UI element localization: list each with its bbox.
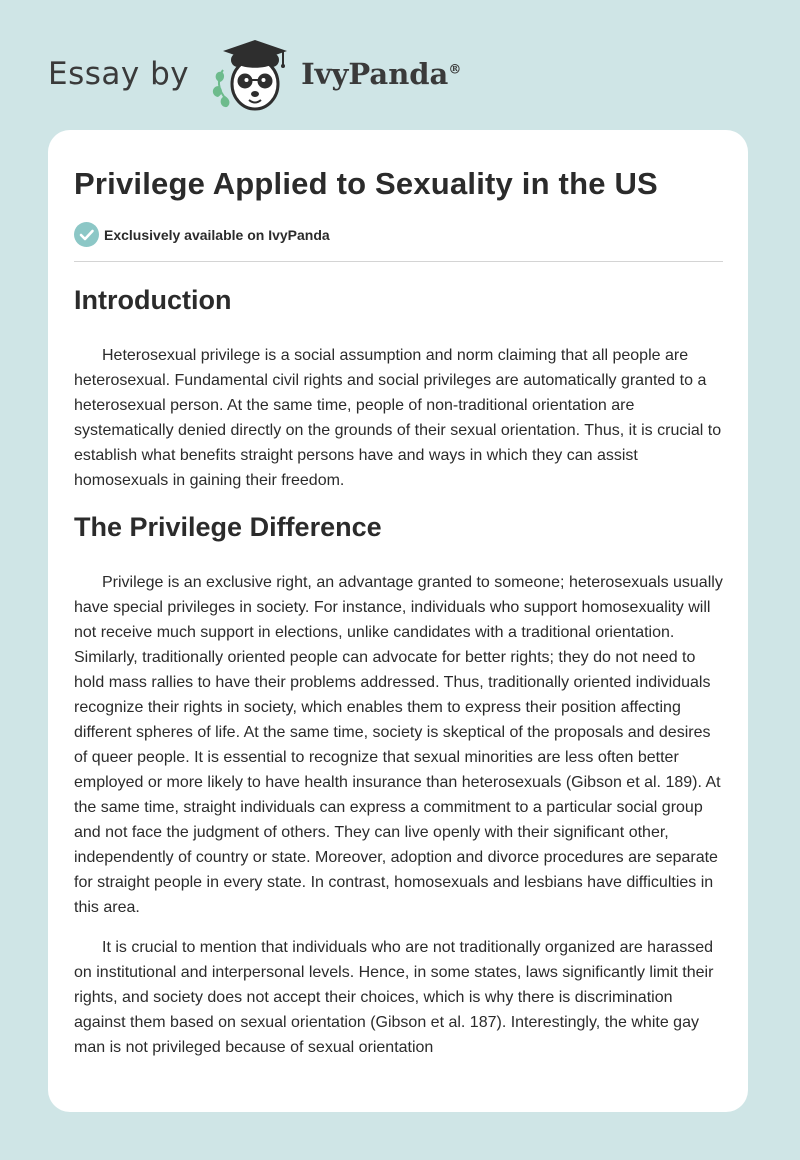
brand-name-text: IvyPanda — [301, 57, 449, 91]
essay-title: Privilege Applied to Sexuality in the US — [74, 166, 658, 201]
ivypanda-logo-icon[interactable] — [205, 34, 297, 114]
checkmark-icon — [74, 222, 99, 247]
divider — [74, 261, 723, 262]
essay-card — [48, 130, 748, 1112]
paragraph: It is crucial to mention that individuals who are not traditionally organized are harassed on institutional and interpersonal levels. Hence, in some states, laws significantly limit their rights, and society does not accept their choices, which is why there is discrimination against them based on sexual orientation (Gibson et al. 187). Interestingly, the white gay man is not privileged because of sexual orientation — [74, 939, 714, 1056]
section-heading-introduction: Introduction — [74, 285, 232, 315]
paragraph: Privilege is an exclusive right, an advantage granted to someone; heterosexuals usually have special privileges in society. For instance, individuals who support homosexuality will not receive much support in elections, unlike candidates with a traditional orientation. Similarly, traditionally oriented people can advocate for better rights; they do not need to hold mass rallies to have their problems addressed. Thus, traditionally oriented individuals recognize their rights in society, which enables them to express their position affecting different spheres of life. At the same time, society is skeptical of the proposals and desires of queer people. It is essential to recognize that sexual minorities are less often better employed or more likely to have health insurance than heterosexuals (Gibson et al. 189). At the same time, straight individuals can express a commitment to a particular social group and not face the judgment of others. They can live openly with their significant other, independently of country or state. Moreover, adoption and divorce procedures are separate for straight people in every state. In contrast, homosexuals and lesbians have difficulties in this area. — [74, 574, 723, 916]
paragraph: Heterosexual privilege is a social assumption and norm claiming that all people are heterosexual. Fundamental civil rights and social privileges are automatically granted to a heterosexual person. At the same time, people of non-traditional orientation are systematically denied directly on the grounds of their sexual orientation. Thus, it is crucial to establish what benefits straight persons have and ways in which they can assist homosexuals in gaining their freedom. — [74, 347, 722, 489]
brand-prefix: Essay by — [48, 56, 190, 92]
badge-text: Exclusively available on IvyPanda — [104, 226, 330, 243]
brand-header — [48, 34, 461, 114]
section-heading-privilege-difference: The Privilege Difference — [74, 512, 382, 542]
exclusive-badge — [74, 222, 330, 247]
brand-name[interactable] — [301, 57, 461, 91]
registered-mark: ® — [448, 62, 462, 78]
